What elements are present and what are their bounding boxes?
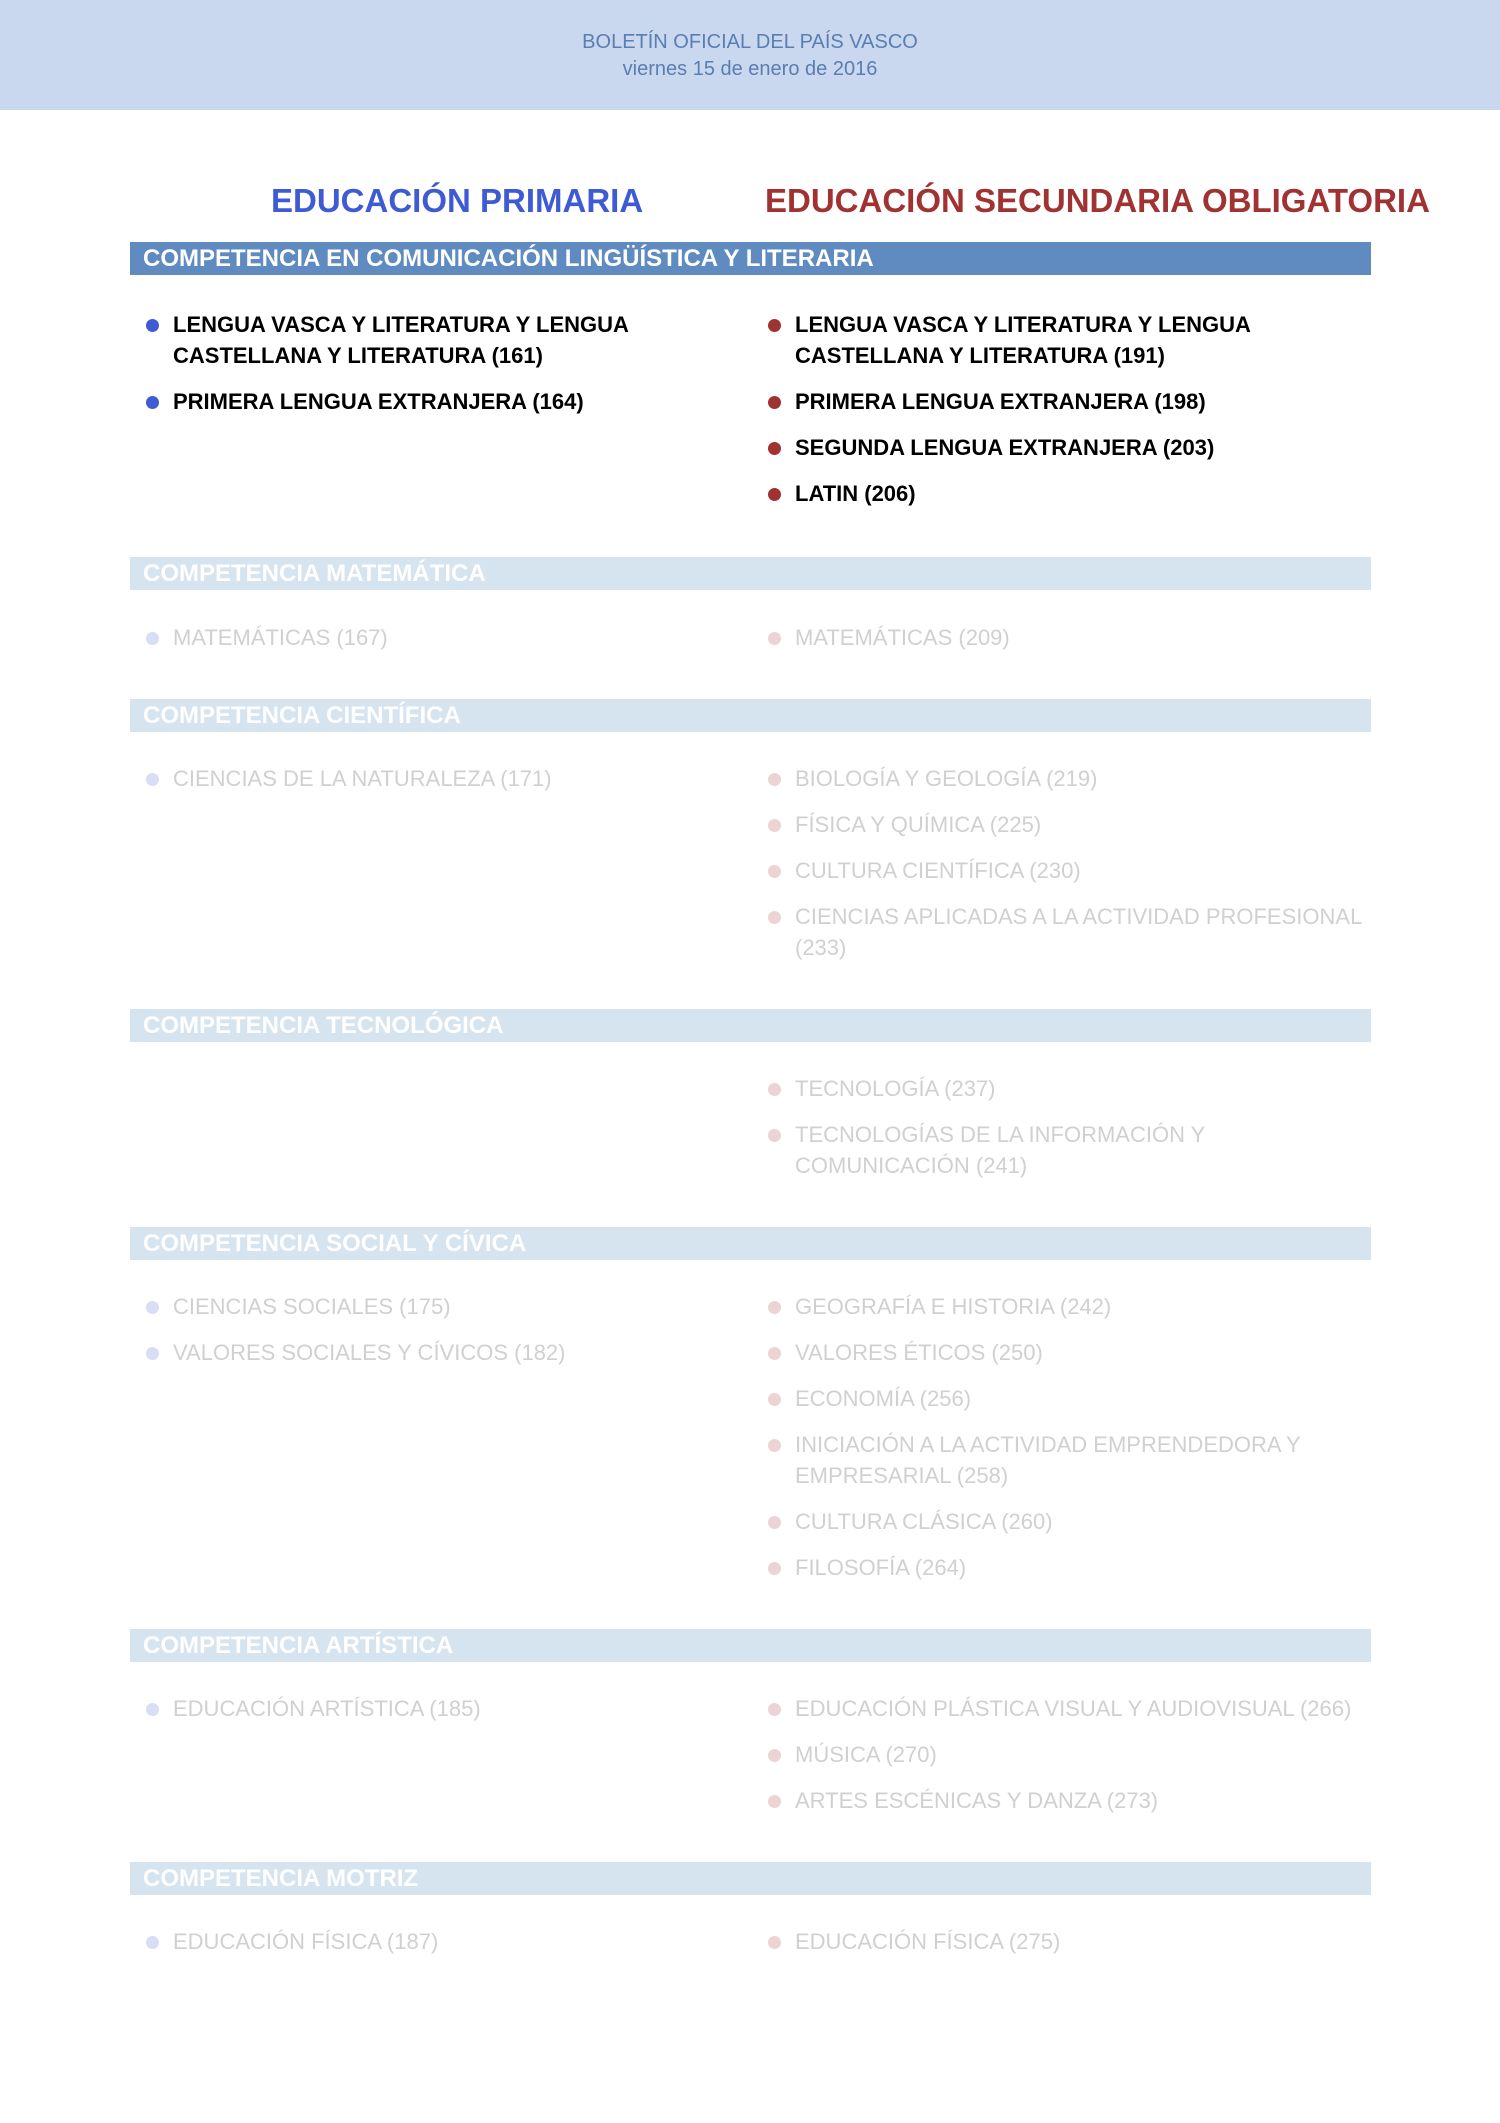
section-band-comunicacion: COMPETENCIA EN COMUNICACIÓN LINGÜÍSTICA Y LITERARIA: [130, 242, 1371, 275]
bullet-dot-icon: [768, 1936, 781, 1949]
list-secundaria-comunicacion: [768, 309, 1368, 524]
list-item: PRIMERA LENGUA EXTRANJERA (164): [146, 386, 706, 417]
list-item: MÚSICA (270): [768, 1739, 1368, 1770]
bullet-dot-icon: [768, 865, 781, 878]
list-item: TECNOLOGÍAS DE LA INFORMACIÓN Y COMUNICACIÓN (241): [768, 1119, 1368, 1181]
bullet-dot-icon: [146, 396, 159, 409]
list-item: GEOGRAFÍA E HISTORIA (242): [768, 1291, 1368, 1322]
list-item: ARTES ESCÉNICAS Y DANZA (273): [768, 1785, 1368, 1816]
list-primaria-artistica: [146, 1693, 706, 1739]
bullet-dot-icon: [146, 319, 159, 332]
list-item: SEGUNDA LENGUA EXTRANJERA (203): [768, 432, 1368, 463]
list-secundaria-artistica: [768, 1693, 1368, 1831]
bullet-dot-icon: [768, 1347, 781, 1360]
list-item: CIENCIAS DE LA NATURALEZA (171): [146, 763, 706, 794]
bullet-dot-icon: [146, 1703, 159, 1716]
bullet-dot-icon: [768, 819, 781, 832]
column-title-primaria: EDUCACIÓN PRIMARIA: [271, 182, 644, 219]
list-item: EDUCACIÓN FÍSICA (187): [146, 1926, 706, 1957]
list-item: VALORES SOCIALES Y CÍVICOS (182): [146, 1337, 706, 1368]
bullet-dot-icon: [768, 488, 781, 501]
list-item: PRIMERA LENGUA EXTRANJERA (198): [768, 386, 1368, 417]
page-header: [0, 0, 1500, 110]
bullet-dot-icon: [768, 1516, 781, 1529]
list-secundaria-motriz: [768, 1926, 1368, 1972]
list-item: CULTURA CIENTÍFICA (230): [768, 855, 1368, 886]
list-item: CULTURA CLÁSICA (260): [768, 1506, 1368, 1537]
bullet-dot-icon: [146, 1347, 159, 1360]
list-item: MATEMÁTICAS (209): [768, 622, 1368, 653]
list-item: LENGUA VASCA Y LITERATURA Y LENGUA CASTELLANA Y LITERATURA (161): [146, 309, 706, 371]
list-item: EDUCACIÓN ARTÍSTICA (185): [146, 1693, 706, 1724]
list-item: MATEMÁTICAS (167): [146, 622, 706, 653]
section-band-matematica: COMPETENCIA MATEMÁTICA: [130, 557, 1371, 590]
list-item: LENGUA VASCA Y LITERATURA Y LENGUA CASTELLANA Y LITERATURA (191): [768, 309, 1368, 371]
list-item: EDUCACIÓN FÍSICA (275): [768, 1926, 1368, 1957]
list-item: FÍSICA Y QUÍMICA (225): [768, 809, 1368, 840]
section-band-artistica: COMPETENCIA ARTÍSTICA: [130, 1629, 1371, 1662]
list-item: TECNOLOGÍA (237): [768, 1073, 1368, 1104]
list-primaria-social-civica: [146, 1291, 706, 1383]
list-item: BIOLOGÍA Y GEOLOGÍA (219): [768, 763, 1368, 794]
list-item: VALORES ÉTICOS (250): [768, 1337, 1368, 1368]
list-primaria-motriz: [146, 1926, 706, 1972]
list-secundaria-social-civica: [768, 1291, 1368, 1598]
column-title-secundaria: EDUCACIÓN SECUNDARIA OBLIGATORIA: [765, 182, 1430, 219]
bullet-dot-icon: [768, 1439, 781, 1452]
section-band-tecnologica: COMPETENCIA TECNOLÓGICA: [130, 1009, 1371, 1042]
list-primaria-cientifica: [146, 763, 706, 809]
bullet-dot-icon: [768, 911, 781, 924]
bullet-dot-icon: [768, 319, 781, 332]
bullet-dot-icon: [768, 773, 781, 786]
bullet-dot-icon: [768, 396, 781, 409]
bulletin-date: viernes 15 de enero de 2016: [622, 58, 878, 80]
section-band-social-civica: COMPETENCIA SOCIAL Y CÍVICA: [130, 1227, 1371, 1260]
bullet-dot-icon: [768, 1703, 781, 1716]
list-secundaria-matematica: [768, 622, 1368, 668]
list-item: FILOSOFÍA (264): [768, 1552, 1368, 1583]
bullet-dot-icon: [768, 1393, 781, 1406]
list-item: ECONOMÍA (256): [768, 1383, 1368, 1414]
bullet-dot-icon: [768, 1129, 781, 1142]
bullet-dot-icon: [768, 1795, 781, 1808]
list-item: LATIN (206): [768, 478, 1368, 509]
list-item: CIENCIAS APLICADAS A LA ACTIVIDAD PROFESIONAL (233): [768, 901, 1368, 963]
bullet-dot-icon: [146, 1301, 159, 1314]
list-primaria-comunicacion: [146, 309, 706, 432]
list-primaria-matematica: [146, 622, 706, 668]
list-secundaria-tecnologica: [768, 1073, 1368, 1196]
section-band-cientifica: COMPETENCIA CIENTÍFICA: [130, 699, 1371, 732]
list-secundaria-cientifica: [768, 763, 1368, 978]
bullet-dot-icon: [146, 632, 159, 645]
list-item: EDUCACIÓN PLÁSTICA VISUAL Y AUDIOVISUAL (266): [768, 1693, 1368, 1724]
bullet-dot-icon: [768, 1749, 781, 1762]
bullet-dot-icon: [768, 1301, 781, 1314]
bullet-dot-icon: [768, 442, 781, 455]
section-band-motriz: COMPETENCIA MOTRIZ: [130, 1862, 1371, 1895]
list-item: INICIACIÓN A LA ACTIVIDAD EMPRENDEDORA Y EMPRESARIAL (258): [768, 1429, 1368, 1491]
bullet-dot-icon: [146, 1936, 159, 1949]
bullet-dot-icon: [146, 773, 159, 786]
list-item: CIENCIAS SOCIALES (175): [146, 1291, 706, 1322]
bullet-dot-icon: [768, 1083, 781, 1096]
bullet-dot-icon: [768, 1562, 781, 1575]
bulletin-name: BOLETÍN OFICIAL DEL PAÍS VASCO: [582, 31, 918, 53]
bullet-dot-icon: [768, 632, 781, 645]
